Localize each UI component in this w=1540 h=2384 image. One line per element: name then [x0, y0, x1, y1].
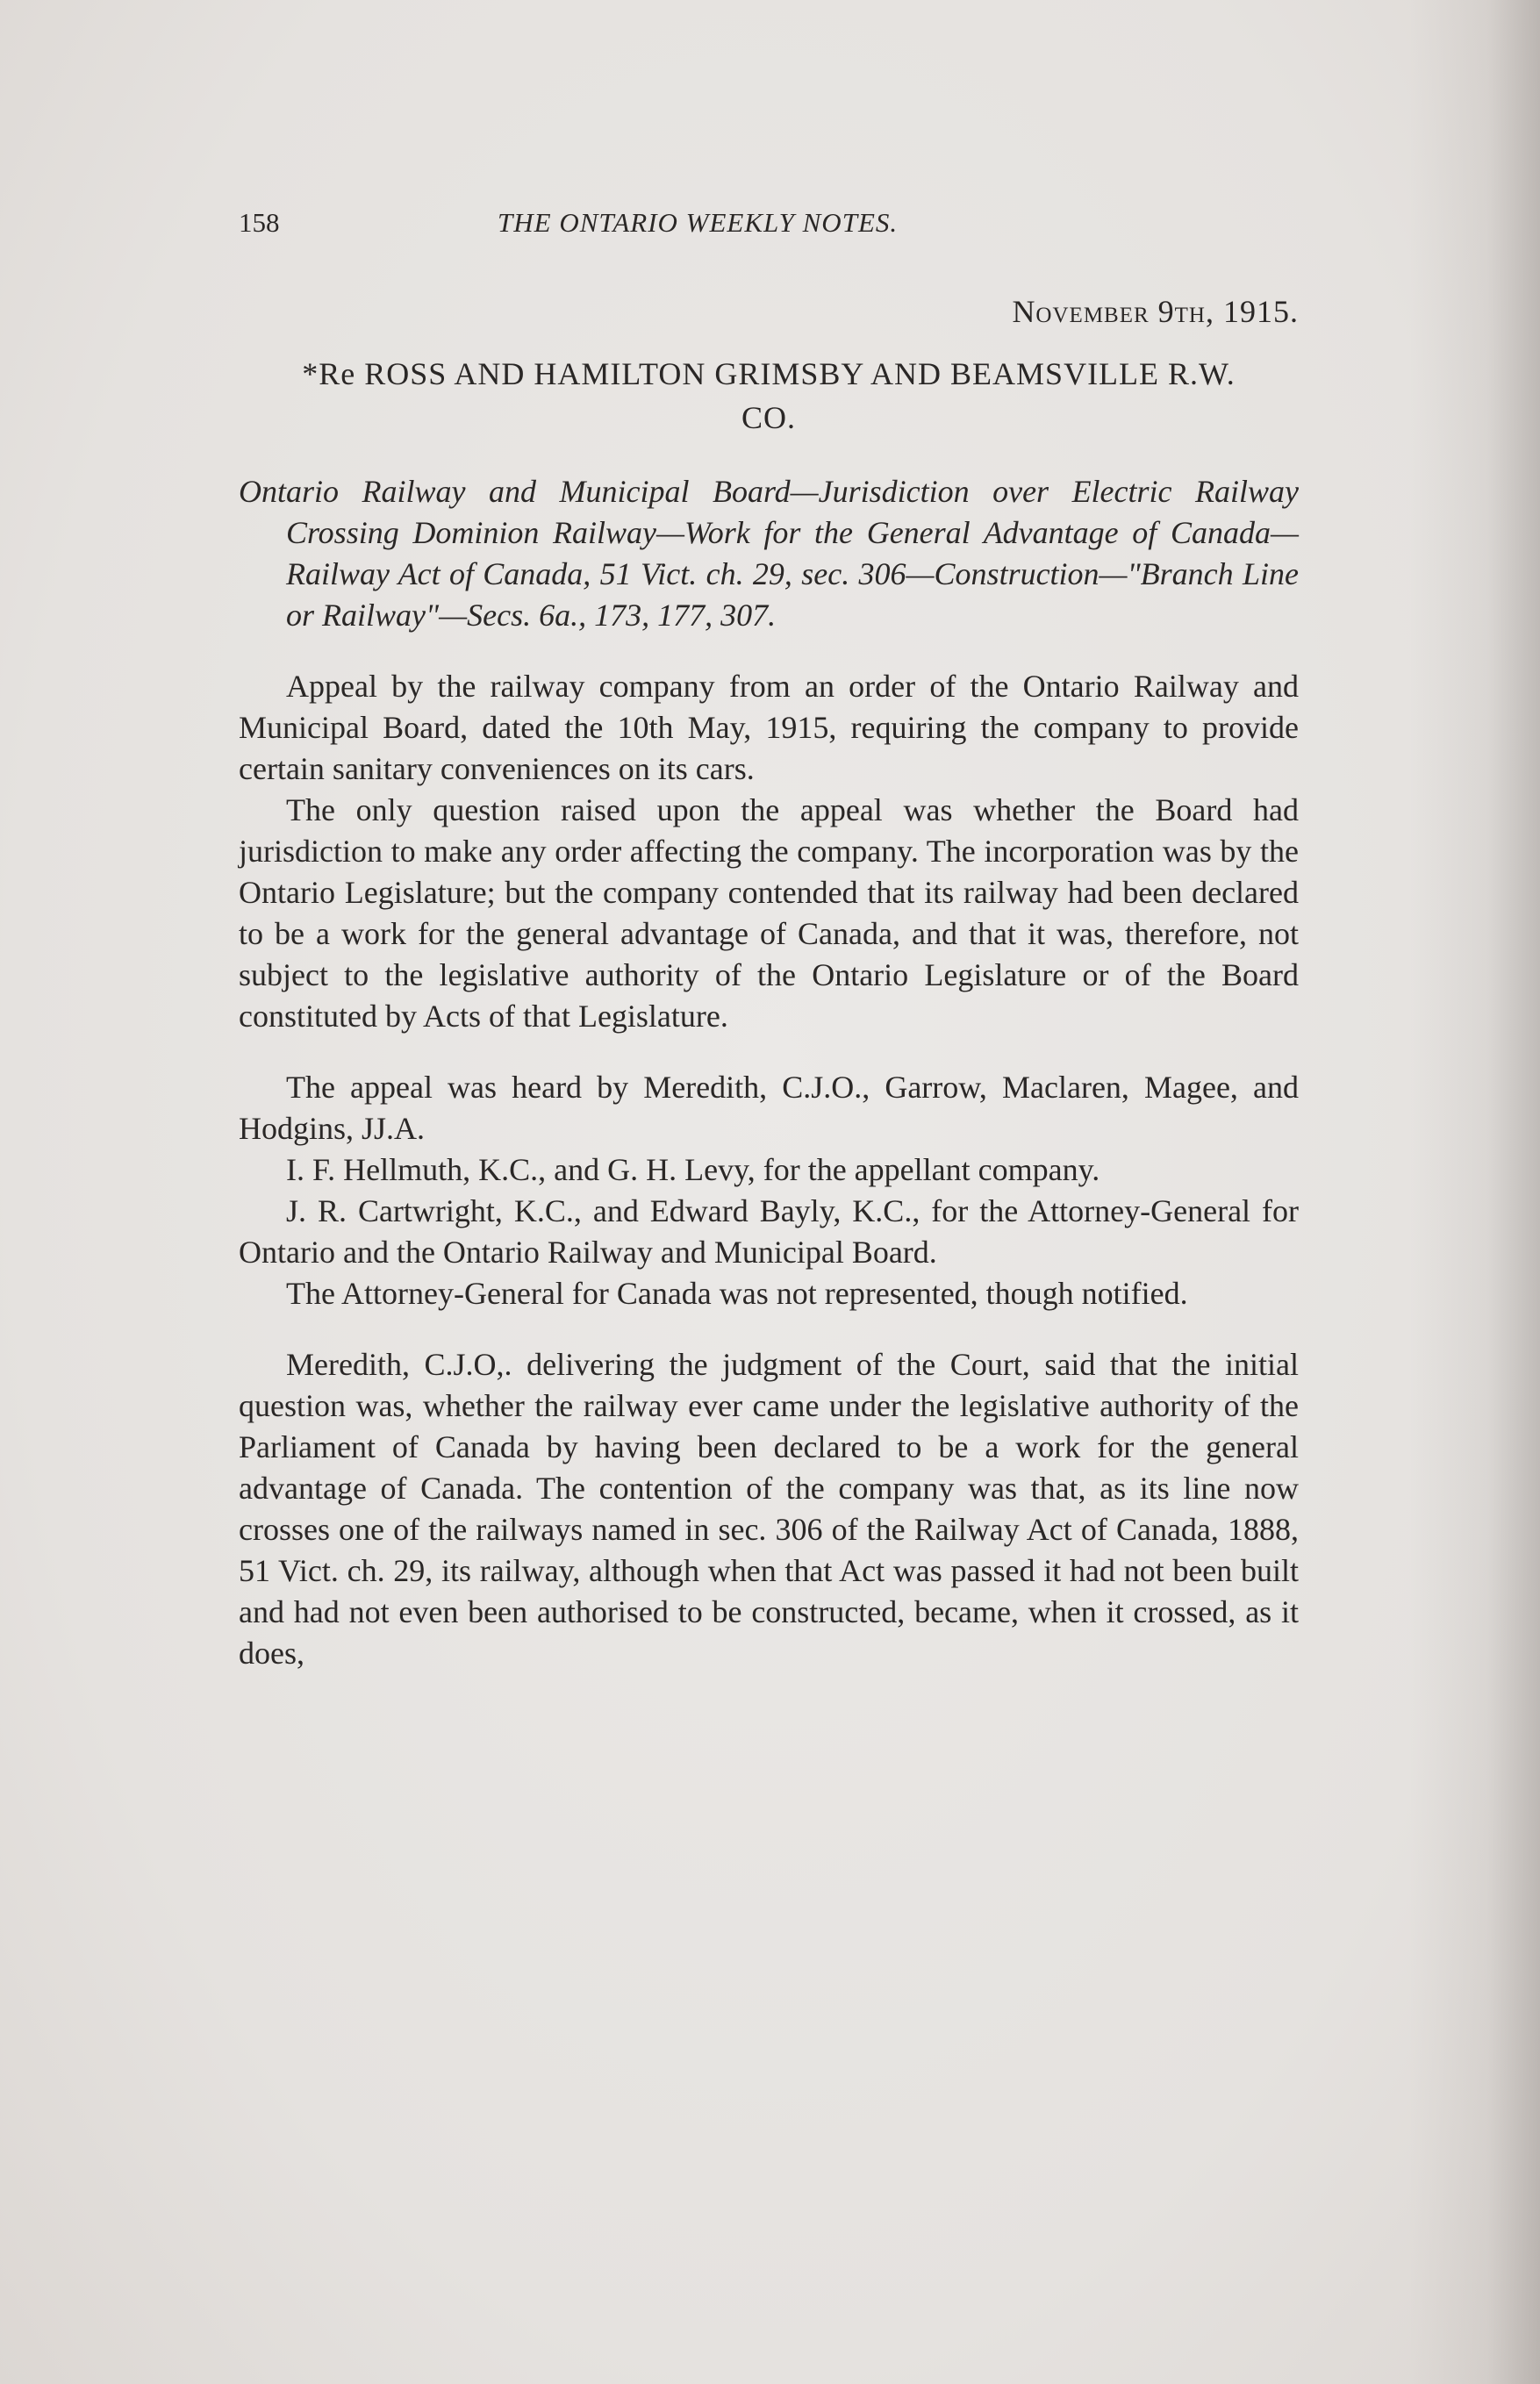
- paragraph-appeal: Appeal by the railway company from an order of the Ontario Railway and Municipal Board, dated the 10th May, 1915, requiring the company to provide certain sanitary conveniences on its cars.: [239, 669, 1299, 786]
- head-note: Ontario Railway and Municipal Board—Jurisdiction over Electric Railway Crossing Dominion Railway—Work for the General Advantage of Canada—Railway Act of Canada, 51 Vict. ch. 29, sec. 306—Construction—"Branch Line or Railway"—Secs. 6a., 173, 177, 307.: [239, 474, 1299, 633]
- page-number: 158: [239, 207, 280, 238]
- paragraph-judgment: Meredith, C.J.O,. delivering the judgment of the Court, said that the initial question was, whether the railway ever came under the legislative authority of the Parliament of Canada by having been declared to be a work for the general advantage of Canada. The contention of the company was that, as its line now crosses one of the railways named in sec. 306 of the Railway Act of Canada, 1888, 51 Vict. ch. 29, its railway, although when that Act was passed it had not been built and had not even been authorised to be constructed, became, when it crossed, as it does,: [239, 1347, 1299, 1671]
- running-header: [239, 202, 1299, 254]
- paragraph-counsel-appellant: I. F. Hellmuth, K.C., and G. H. Levy, for the appellant company.: [286, 1152, 1100, 1187]
- text-column: [239, 202, 1299, 1674]
- page-gutter-shadow: [1408, 0, 1540, 2384]
- paragraph-question: The only question raised upon the appeal was whether the Board had jurisdiction to make any order affecting the company. The incorporation was by the Ontario Legislature; but the company contended that its railway had been declared to be a work for the general advantage of Canada, and that it was, therefore, not subject to the legislative authority of the Ontario Legislature or of the Board constituted by Acts of that Legislature.: [239, 792, 1299, 1034]
- judgment-date: November 9th, 1915.: [1012, 294, 1299, 329]
- paragraph-counsel-respondent: J. R. Cartwright, K.C., and Edward Bayly, K.C., for the Attorney-General for Ontario and the Ontario Railway and Municipal Board.: [239, 1193, 1299, 1270]
- paragraph-heard-by: The appeal was heard by Meredith, C.J.O., Garrow, Maclaren, Magee, and Hodgins, JJ.A.: [239, 1070, 1299, 1146]
- case-title: *Re ROSS AND HAMILTON GRIMSBY AND BEAMSVILLE R.W. CO.: [302, 356, 1236, 435]
- paragraph-not-represented: The Attorney-General for Canada was not represented, though notified.: [286, 1276, 1188, 1311]
- running-title: THE ONTARIO WEEKLY NOTES.: [498, 207, 899, 238]
